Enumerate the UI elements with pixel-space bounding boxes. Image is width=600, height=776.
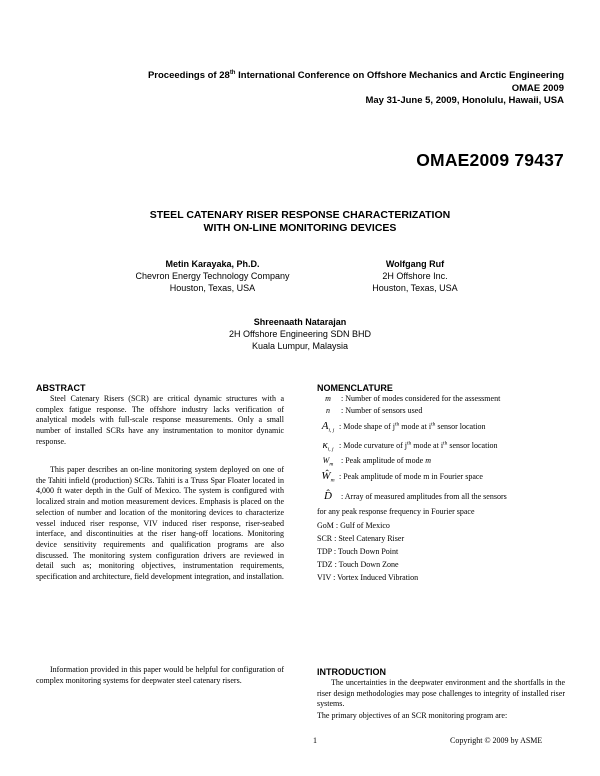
nomenclature-item xyxy=(317,547,398,556)
nomenclature-symbol: n xyxy=(326,406,330,415)
nomenclature-item xyxy=(317,420,486,434)
paper-id: OMAE2009 79437 xyxy=(416,150,564,170)
nomenclature-description: : Touch Down Point xyxy=(331,547,399,556)
author-block xyxy=(340,258,490,294)
nomenclature-item xyxy=(317,573,418,582)
nomenclature-item xyxy=(317,507,475,516)
nomenclature-symbol: TDZ xyxy=(317,560,333,569)
nomenclature-item xyxy=(317,490,507,502)
nomenclature-item xyxy=(317,560,399,569)
author-location: Kuala Lumpur, Malaysia xyxy=(251,341,349,351)
nomenclature-description: : Mode curvature of $j^{th}$ mode at $i^{th}$ sensor location xyxy=(339,440,498,450)
introduction-paragraph: The primary objectives of an SCR monitoring program are: xyxy=(317,711,508,720)
nomenclature-symbol: m xyxy=(325,394,331,403)
conference-abbrev: OMAE 2009 xyxy=(511,82,564,94)
nomenclature-description: : Number of sensors used xyxy=(339,406,423,415)
abstract-heading: ABSTRACT xyxy=(36,383,86,393)
author-block xyxy=(120,258,305,294)
nomenclature-description: : Touch Down Zone xyxy=(332,560,399,569)
abstract-paragraph: This paper describes an on-line monitoring system deployed on one of the Tahiti infield (production) SCRs. Tahiti is a Truss Spar Floater located in 4,000 ft water depth in the Gulf of Mexico. The system is configured with localized strain and motion measurement devices. Emphasis is placed on the selection of number and location of the monitoring devices to characterize vessel induced riser response, VIV induced riser response, riser-seabed interface, and discontinuities at the riser hang-off locations. Monitoring device sensitivity requirements and qualification programs are also discussed. The monitoring system configuration drivers are reviewed in detail such as; monitoring objectives, instrumentation requirements, specification and architecture, field development integration, and installation. xyxy=(36,465,284,582)
author-name: Wolfgang Ruf xyxy=(385,259,445,269)
nomenclature-description: : Array of measured amplitudes from all the sensors xyxy=(339,492,507,501)
nomenclature-description: : Number of modes considered for the assessment xyxy=(339,394,501,403)
introduction-heading: INTRODUCTION xyxy=(317,667,386,677)
author-affiliation: 2H Offshore Inc. xyxy=(382,271,448,281)
introduction-paragraph: The uncertainties in the deepwater environment and the shortfalls in the riser design methodologies may pose challenges to integrity of installed riser systems. xyxy=(317,678,565,709)
page-number: 1 xyxy=(313,736,317,745)
author-location: Houston, Texas, USA xyxy=(169,283,256,293)
abstract-paragraph: Steel Catenary Risers (SCR) are critical dynamic structures with a complex fatigue response. The offshore industry lacks verification of analytical models with full-scale response measurements. Only a small number of installed SCRs have any instrumentation to monitor dynamic response. xyxy=(36,394,284,446)
nomenclature-item xyxy=(317,470,483,484)
nomenclature-symbol: GoM xyxy=(317,521,334,530)
title-line-1: STEEL CATENARY RISER RESPONSE CHARACTERIZATION xyxy=(149,209,451,221)
nomenclature-description: : Peak amplitude of mode m xyxy=(339,456,431,465)
nomenclature-description: : Mode shape of $j^{th}$ mode at $i^{th}$ sensor location xyxy=(339,421,486,431)
nomenclature-symbol: $\kappa_{i, j}$ xyxy=(322,439,334,453)
nomenclature-item xyxy=(317,406,422,415)
nomenclature-symbol: SCR xyxy=(317,534,333,543)
nomenclature-item xyxy=(317,394,500,403)
nomenclature-symbol: TDP xyxy=(317,547,332,556)
author-block xyxy=(215,316,385,352)
nomenclature-description: for any peak response frequency in Fourier space xyxy=(317,507,475,516)
nomenclature-symbol: VIV xyxy=(317,573,332,582)
nomenclature-heading: NOMENCLATURE xyxy=(317,383,393,393)
conference-header xyxy=(148,70,564,108)
nomenclature-symbol: $W_m$ xyxy=(322,456,334,468)
conference-dates: May 31-June 5, 2009, Honolulu, Hawaii, USA xyxy=(365,95,564,106)
nomenclature-description: : Peak amplitude of mode m in Fourier space xyxy=(339,472,483,481)
author-name: Metin Karayaka, Ph.D. xyxy=(165,259,260,269)
title-line-2: WITH ON-LINE MONITORING DEVICES xyxy=(203,222,397,234)
copyright-notice: Copyright © 2009 by ASME xyxy=(450,736,543,745)
nomenclature-description: : Vortex Induced Vibration xyxy=(331,573,419,582)
abstract-paragraph: Information provided in this paper would be helpful for configuration of complex monitoring systems for deepwater steel catenary risers. xyxy=(36,665,284,685)
author-affiliation: Chevron Energy Technology Company xyxy=(135,271,290,281)
nomenclature-item xyxy=(317,534,404,543)
nomenclature-description: : Gulf of Mexico xyxy=(333,521,390,530)
author-name: Shreenaath Natarajan xyxy=(253,317,347,327)
nomenclature-item xyxy=(317,439,498,453)
paper-title xyxy=(0,209,600,235)
nomenclature-description: : Steel Catenary Riser xyxy=(332,534,405,543)
nomenclature-symbol: $Ŵ_m$ xyxy=(321,470,335,484)
nomenclature-symbol: $A_{i, j}$ xyxy=(321,420,335,434)
nomenclature-symbol: D̂ xyxy=(324,490,332,502)
nomenclature-item xyxy=(317,456,431,468)
conference-name: Proceedings of 28th International Conference on Offshore Mechanics and Arctic Engineering xyxy=(147,69,564,81)
nomenclature-item xyxy=(317,521,390,530)
author-location: Houston, Texas, USA xyxy=(372,283,458,293)
author-affiliation: 2H Offshore Engineering SDN BHD xyxy=(229,329,371,339)
